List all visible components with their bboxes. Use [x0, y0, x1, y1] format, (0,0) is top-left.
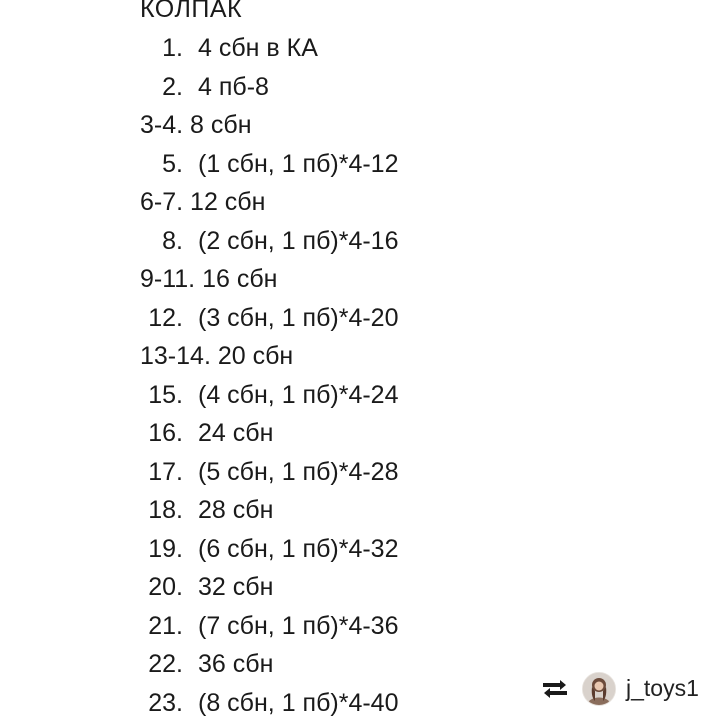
row-text: (5 сбн, 1 пб)*4-28 [198, 458, 399, 486]
row-number: 15. [148, 381, 183, 409]
repost-attribution[interactable] [540, 670, 716, 706]
list-item [0, 261, 640, 297]
list-item [0, 146, 640, 182]
page-title: КОЛПАК [140, 0, 243, 23]
row-number: 20. [148, 573, 183, 601]
row-number: 2. [162, 73, 183, 101]
row-text: 28 сбн [198, 496, 274, 524]
row-number: 23. [148, 689, 183, 717]
list-item [0, 223, 640, 259]
row-number: 8. [162, 227, 183, 255]
list-item [0, 569, 640, 605]
list-item [0, 377, 640, 413]
row-text: (4 сбн, 1 пб)*4-24 [198, 381, 399, 409]
row-number: 1. [162, 34, 183, 62]
repost-username[interactable]: j_toys1 [626, 675, 699, 701]
row-number: 18. [148, 496, 183, 524]
list-item [0, 338, 640, 374]
list-item [0, 415, 640, 451]
row-text: (1 сбн, 1 пб)*4-12 [198, 150, 399, 178]
row-number: 13-14. 20 сбн [140, 342, 294, 370]
row-text: 36 сбн [198, 650, 274, 678]
repost-icon [540, 679, 570, 699]
list-item [0, 300, 640, 336]
row-number: 9-11. 16 сбн [140, 265, 278, 293]
avatar[interactable] [582, 672, 616, 706]
row-number: 16. [148, 419, 183, 447]
row-number: 12. [148, 304, 183, 332]
row-number: 22. [148, 650, 183, 678]
row-text: (2 сбн, 1 пб)*4-16 [198, 227, 399, 255]
list-item [0, 107, 640, 143]
row-text: (7 сбн, 1 пб)*4-36 [198, 612, 399, 640]
list-item [0, 454, 640, 490]
list-item [0, 69, 640, 105]
list-item [0, 531, 640, 567]
row-text: 24 сбн [198, 419, 274, 447]
row-number: 19. [148, 535, 183, 563]
row-number: 17. [148, 458, 183, 486]
list-item [0, 492, 640, 528]
row-text: 4 сбн в КА [198, 34, 318, 62]
row-text: (6 сбн, 1 пб)*4-32 [198, 535, 399, 563]
list-item [0, 30, 640, 66]
row-text: 4 пб-8 [198, 73, 269, 101]
row-text: (3 сбн, 1 пб)*4-20 [198, 304, 399, 332]
row-number: 5. [162, 150, 183, 178]
row-text: (8 сбн, 1 пб)*4-40 [198, 689, 399, 717]
row-text: 32 сбн [198, 573, 274, 601]
row-number: 3-4. 8 сбн [140, 111, 252, 139]
list-item [0, 608, 640, 644]
list-item [0, 184, 640, 220]
row-number: 21. [148, 612, 183, 640]
row-number: 6-7. 12 сбн [140, 188, 266, 216]
